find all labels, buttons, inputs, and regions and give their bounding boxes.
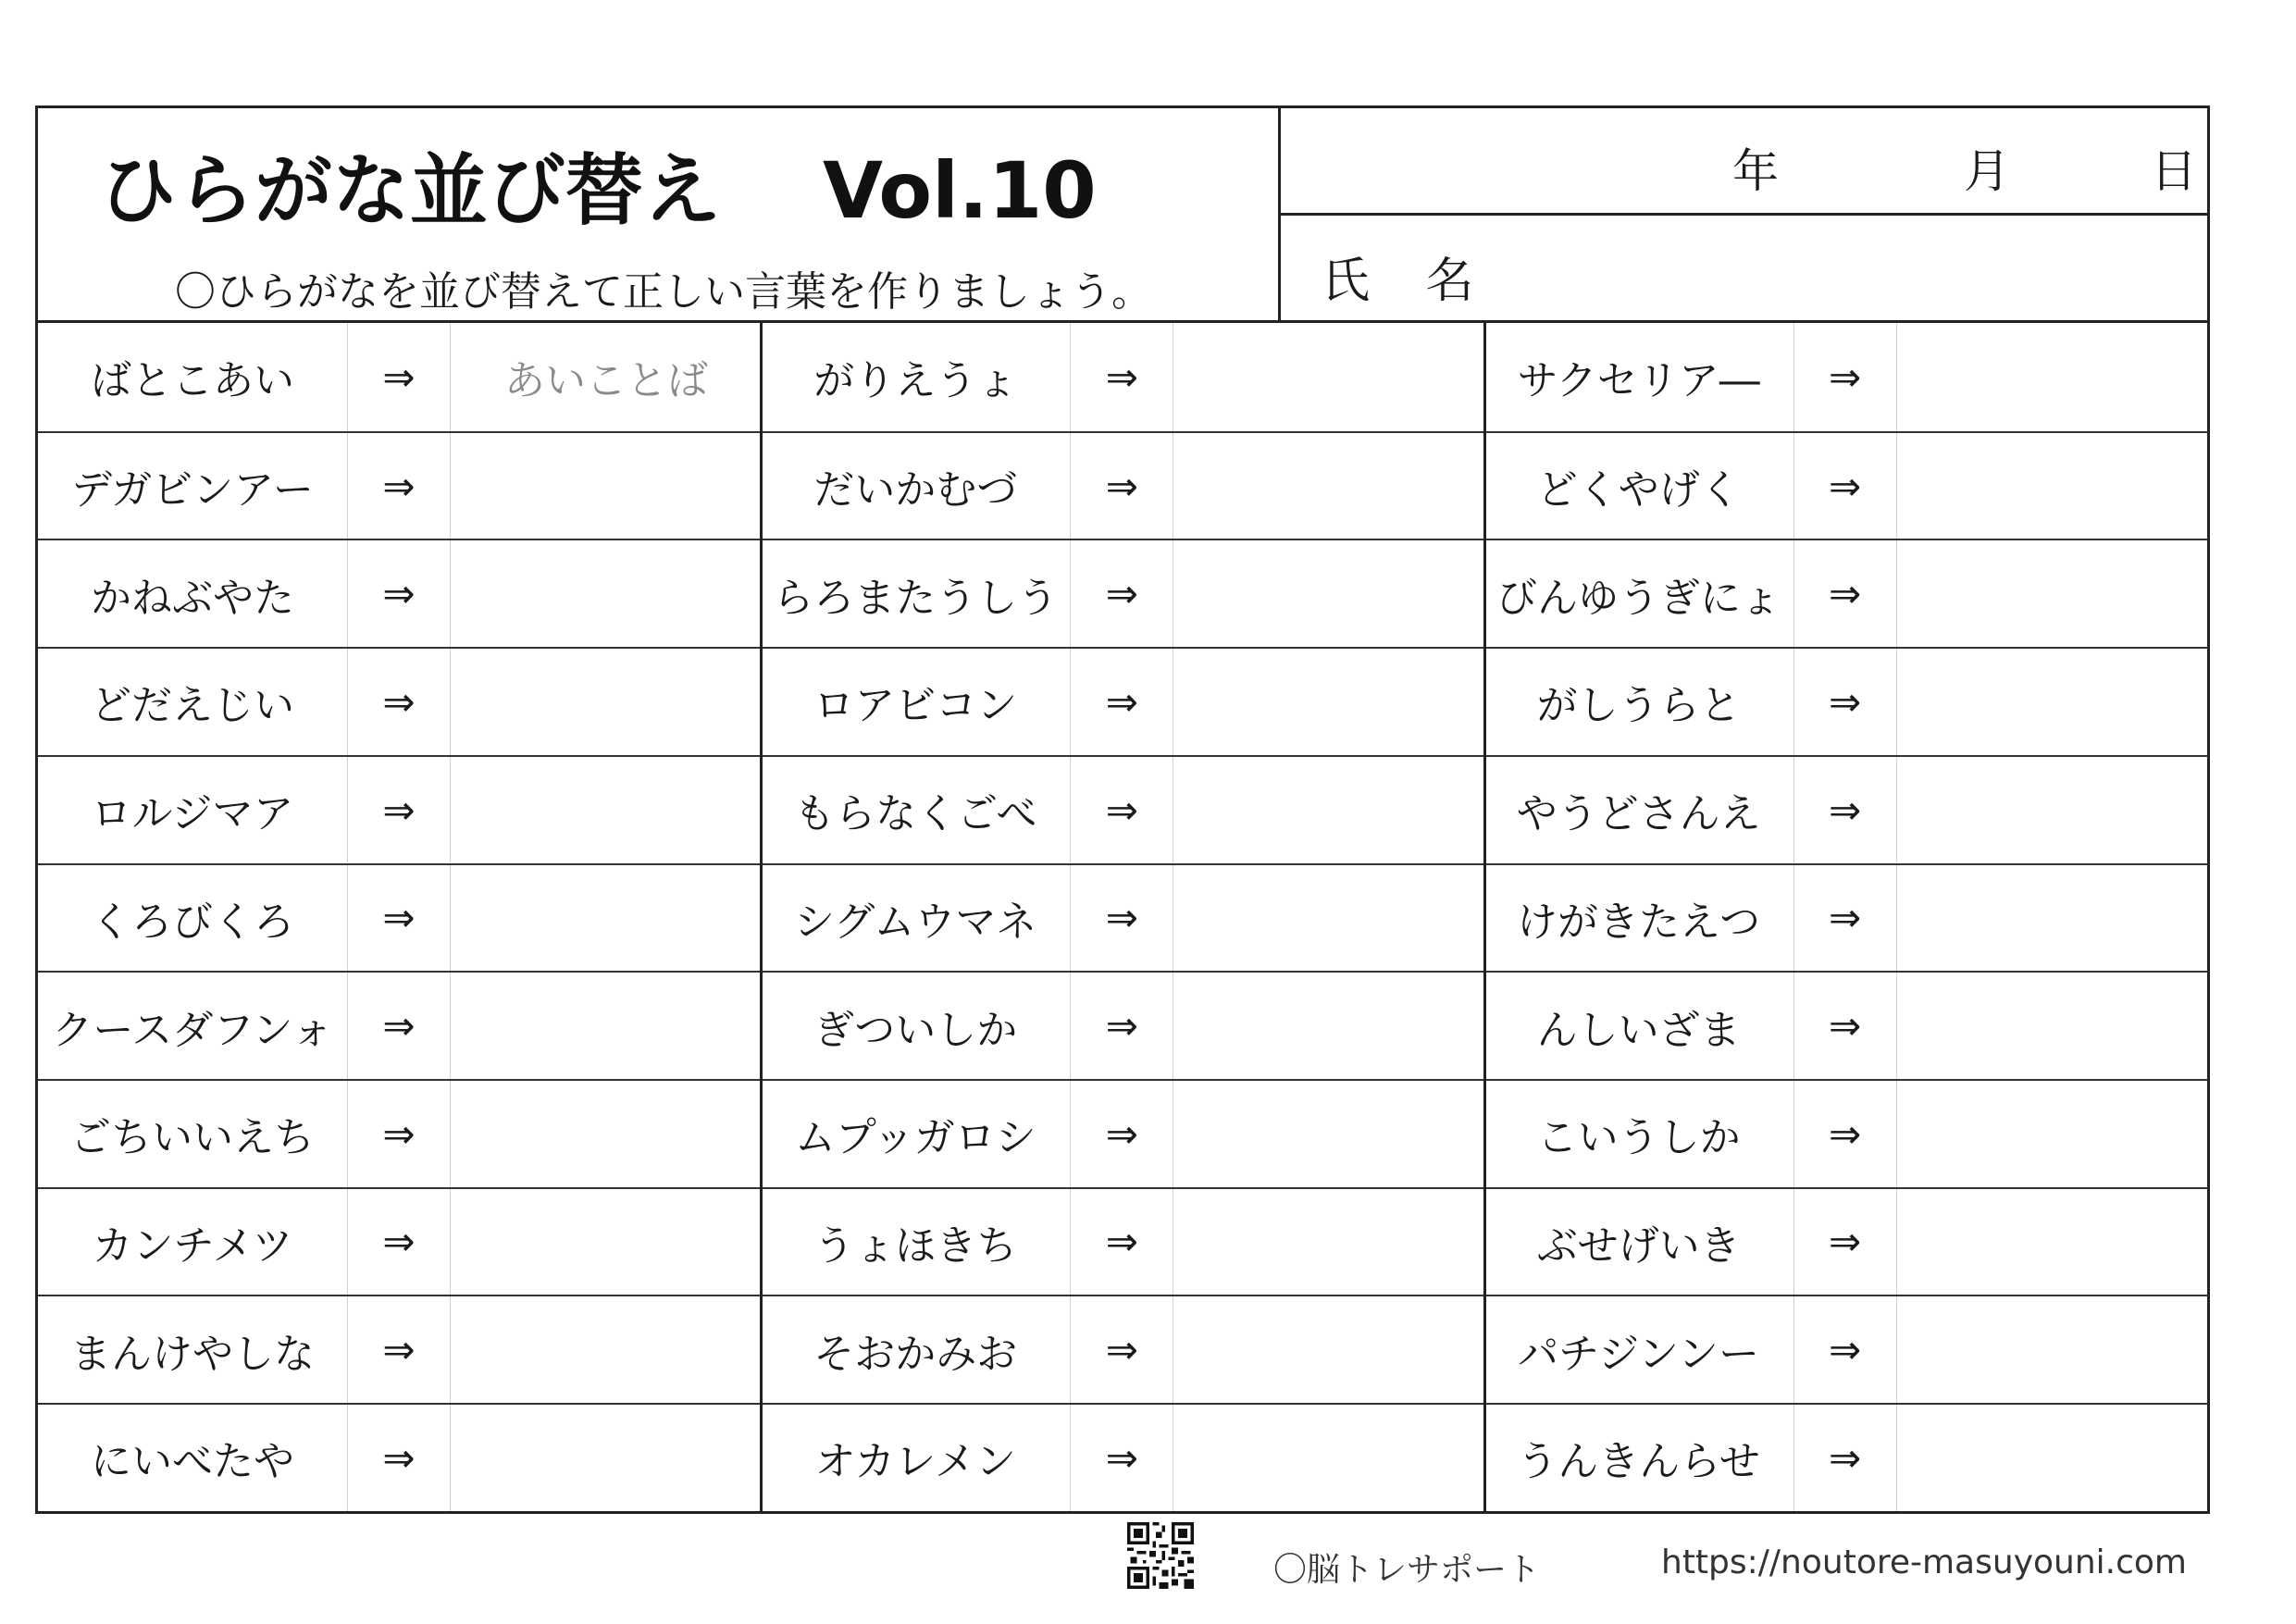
scrambled-word: らろまたうしう <box>773 574 1059 622</box>
arrow-icon: ⇒ <box>347 433 451 539</box>
arrow-icon: ⇒ <box>1793 757 1897 863</box>
answer-field[interactable] <box>1173 1405 1484 1511</box>
scrambled-word: ぎついしか <box>813 1006 1018 1054</box>
date-year-label: 年 <box>1732 144 1779 198</box>
answer-field[interactable] <box>1897 433 2208 539</box>
worksheet-header <box>38 108 2207 323</box>
puzzle-row <box>1484 539 2208 647</box>
puzzle-row <box>1484 755 2208 863</box>
scrambled-word: だいかむづ <box>813 466 1018 514</box>
puzzle-row <box>38 647 762 755</box>
arrow-icon: ⇒ <box>1793 433 1897 539</box>
puzzle-row <box>761 647 1484 755</box>
arrow-icon: ⇒ <box>1070 1405 1173 1511</box>
puzzle-row <box>38 755 762 863</box>
puzzle-row <box>1484 1187 2208 1295</box>
answer-field[interactable] <box>1897 649 2208 755</box>
arrow-icon: ⇒ <box>1070 1189 1173 1295</box>
arrow-icon: ⇒ <box>347 1405 451 1511</box>
arrow-icon: ⇒ <box>347 1081 451 1187</box>
name-label: 氏 名 <box>1322 254 1495 309</box>
arrow-icon: ⇒ <box>1070 1296 1173 1403</box>
scrambled-word: オカレメン <box>814 1438 1016 1486</box>
scrambled-word: パチジンンー <box>1518 1330 1760 1378</box>
date-name-area <box>1281 108 2210 320</box>
puzzle-column <box>1484 323 2208 1511</box>
puzzle-row <box>1484 1079 2208 1187</box>
puzzle-column <box>38 323 762 1511</box>
arrow-icon: ⇒ <box>1793 973 1897 1079</box>
puzzle-row <box>38 1295 762 1403</box>
scrambled-word: どだえじい <box>91 682 294 730</box>
answer-field[interactable] <box>1897 973 2208 1079</box>
scrambled-word: クースダフンォ <box>52 1006 333 1054</box>
answer-field[interactable] <box>451 973 762 1079</box>
footer-brand: 〇脳トレサポート <box>1273 1551 1541 1589</box>
puzzle-row <box>761 1403 1484 1511</box>
puzzle-row <box>38 1079 762 1187</box>
answer-field[interactable] <box>451 540 762 647</box>
answer-field[interactable] <box>451 865 762 972</box>
arrow-icon: ⇒ <box>1793 1405 1897 1511</box>
puzzle-row <box>761 539 1484 647</box>
date-day-label: 日 <box>2151 144 2197 198</box>
scrambled-word: くろびくろ <box>91 898 294 946</box>
footer-url[interactable]: https://noutore-masuyouni.com <box>1661 1543 2187 1581</box>
answer-field[interactable] <box>451 757 762 863</box>
arrow-icon: ⇒ <box>1793 1081 1897 1187</box>
arrow-icon: ⇒ <box>347 865 451 972</box>
arrow-icon: ⇒ <box>1070 973 1173 1079</box>
puzzle-row <box>761 1187 1484 1295</box>
arrow-icon: ⇒ <box>347 973 451 1079</box>
arrow-icon: ⇒ <box>1793 1189 1897 1295</box>
puzzle-row <box>38 539 762 647</box>
puzzle-row <box>1484 971 2208 1079</box>
column-divider <box>760 323 763 1511</box>
answer-field[interactable] <box>1173 649 1484 755</box>
answer-field[interactable] <box>451 433 762 539</box>
answer-field[interactable] <box>1173 1189 1484 1295</box>
scrambled-word: ロアビコン <box>813 682 1018 730</box>
answer-field[interactable] <box>451 1081 762 1187</box>
arrow-icon: ⇒ <box>1793 649 1897 755</box>
answer-field[interactable] <box>1897 1405 2208 1511</box>
puzzle-column <box>761 323 1484 1511</box>
puzzle-row <box>761 323 1484 431</box>
column-divider <box>1483 323 1486 1511</box>
arrow-icon: ⇒ <box>1070 433 1173 539</box>
puzzle-row <box>1484 431 2208 539</box>
puzzle-row <box>1484 647 2208 755</box>
scrambled-word: けがきたえつ <box>1517 898 1761 946</box>
arrow-icon: ⇒ <box>1070 649 1173 755</box>
answer-field[interactable] <box>1173 865 1484 972</box>
puzzle-row <box>761 1295 1484 1403</box>
scrambled-word: んしいざま <box>1536 1006 1741 1054</box>
worksheet <box>35 105 2210 1514</box>
puzzle-row <box>1484 323 2208 431</box>
answer-field[interactable] <box>1897 323 2208 431</box>
scrambled-word: やうどさんえ <box>1516 790 1761 838</box>
puzzle-row <box>761 971 1484 1079</box>
answer-field[interactable] <box>1173 1296 1484 1403</box>
scrambled-word: カンチメツ <box>92 1221 293 1270</box>
puzzle-row <box>761 1079 1484 1187</box>
puzzle-row <box>38 431 762 539</box>
puzzle-row <box>38 323 762 431</box>
scrambled-word: ぶせげいき <box>1536 1221 1741 1270</box>
scrambled-word: シグムウマネ <box>794 898 1037 946</box>
puzzle-row <box>761 755 1484 863</box>
puzzle-row <box>38 1187 762 1295</box>
arrow-icon: ⇒ <box>1793 323 1897 431</box>
arrow-icon: ⇒ <box>1070 757 1173 863</box>
instruction-text: 〇ひらがなを並び替えて正しい言葉を作りましょう。 <box>175 268 1152 316</box>
date-row <box>1281 108 2210 216</box>
puzzle-row <box>761 431 1484 539</box>
arrow-icon: ⇒ <box>1070 865 1173 972</box>
scrambled-word: ばとこあい <box>91 357 294 405</box>
page-title <box>99 129 1097 241</box>
scrambled-word: ロルジマア <box>91 790 294 838</box>
answer-field[interactable] <box>451 1296 762 1403</box>
scrambled-word: どくやげく <box>1536 466 1741 514</box>
scrambled-word: サクセリア― <box>1517 357 1760 405</box>
arrow-icon: ⇒ <box>347 1189 451 1295</box>
puzzle-row <box>38 1403 762 1511</box>
answer-field[interactable] <box>451 1405 762 1511</box>
scrambled-word: かねぶやた <box>91 574 294 622</box>
answer-field[interactable] <box>1897 757 2208 863</box>
answer-field[interactable] <box>1897 865 2208 972</box>
scrambled-word: びんゆうぎにょ <box>1496 574 1781 622</box>
puzzle-row <box>761 863 1484 972</box>
arrow-icon: ⇒ <box>347 540 451 647</box>
arrow-icon: ⇒ <box>1070 540 1173 647</box>
answer-field[interactable] <box>1173 323 1484 431</box>
answer-field[interactable] <box>1173 433 1484 539</box>
scrambled-word: がりえうょ <box>813 357 1018 405</box>
answer-field[interactable] <box>1897 1189 2208 1295</box>
answer-field[interactable] <box>451 1189 762 1295</box>
arrow-icon: ⇒ <box>1793 1296 1897 1403</box>
answer-field[interactable] <box>1173 1081 1484 1187</box>
answer-field[interactable] <box>451 649 762 755</box>
qr-code-icon <box>1127 1522 1194 1589</box>
scrambled-word: デガビンアー <box>71 466 314 514</box>
answer-field[interactable] <box>1173 973 1484 1079</box>
answer-field[interactable] <box>1897 1081 2208 1187</box>
scrambled-word: ムプッガロシ <box>794 1114 1036 1162</box>
arrow-icon: ⇒ <box>1070 323 1173 431</box>
puzzle-row <box>1484 863 2208 972</box>
arrow-icon: ⇒ <box>347 323 451 431</box>
arrow-icon: ⇒ <box>1793 540 1897 647</box>
scrambled-word: にいべたや <box>91 1438 294 1486</box>
scrambled-word: がしうらと <box>1536 682 1741 730</box>
arrow-icon: ⇒ <box>1070 1081 1173 1187</box>
arrow-icon: ⇒ <box>1793 865 1897 972</box>
answer-field[interactable] <box>1173 757 1484 863</box>
volume-label: Vol.10 <box>823 145 1097 236</box>
puzzle-row <box>1484 1295 2208 1403</box>
scrambled-word: うんきんらせ <box>1517 1438 1760 1486</box>
scrambled-word: ごちいいえち <box>70 1114 315 1162</box>
answer-field[interactable]: あいことば <box>504 357 708 405</box>
scrambled-word: まんけやしな <box>70 1330 315 1378</box>
arrow-icon: ⇒ <box>347 649 451 755</box>
puzzle-grid <box>38 323 2207 1511</box>
puzzle-row <box>38 863 762 972</box>
scrambled-word: そおかみお <box>813 1330 1018 1378</box>
date-month-label: 月 <box>1964 144 2010 198</box>
answer-field[interactable] <box>1897 540 2208 647</box>
title-text: ひらがな並び替え <box>99 145 722 236</box>
arrow-icon: ⇒ <box>347 757 451 863</box>
scrambled-word: もらなくごべ <box>794 790 1037 838</box>
scrambled-word: うょほきち <box>813 1221 1018 1270</box>
puzzle-row <box>1484 1403 2208 1511</box>
arrow-icon: ⇒ <box>347 1296 451 1403</box>
title-area <box>38 108 1281 320</box>
answer-field[interactable] <box>1173 540 1484 647</box>
answer-field[interactable] <box>1897 1296 2208 1403</box>
puzzle-row <box>38 971 762 1079</box>
scrambled-word: こいうしか <box>1536 1114 1741 1162</box>
